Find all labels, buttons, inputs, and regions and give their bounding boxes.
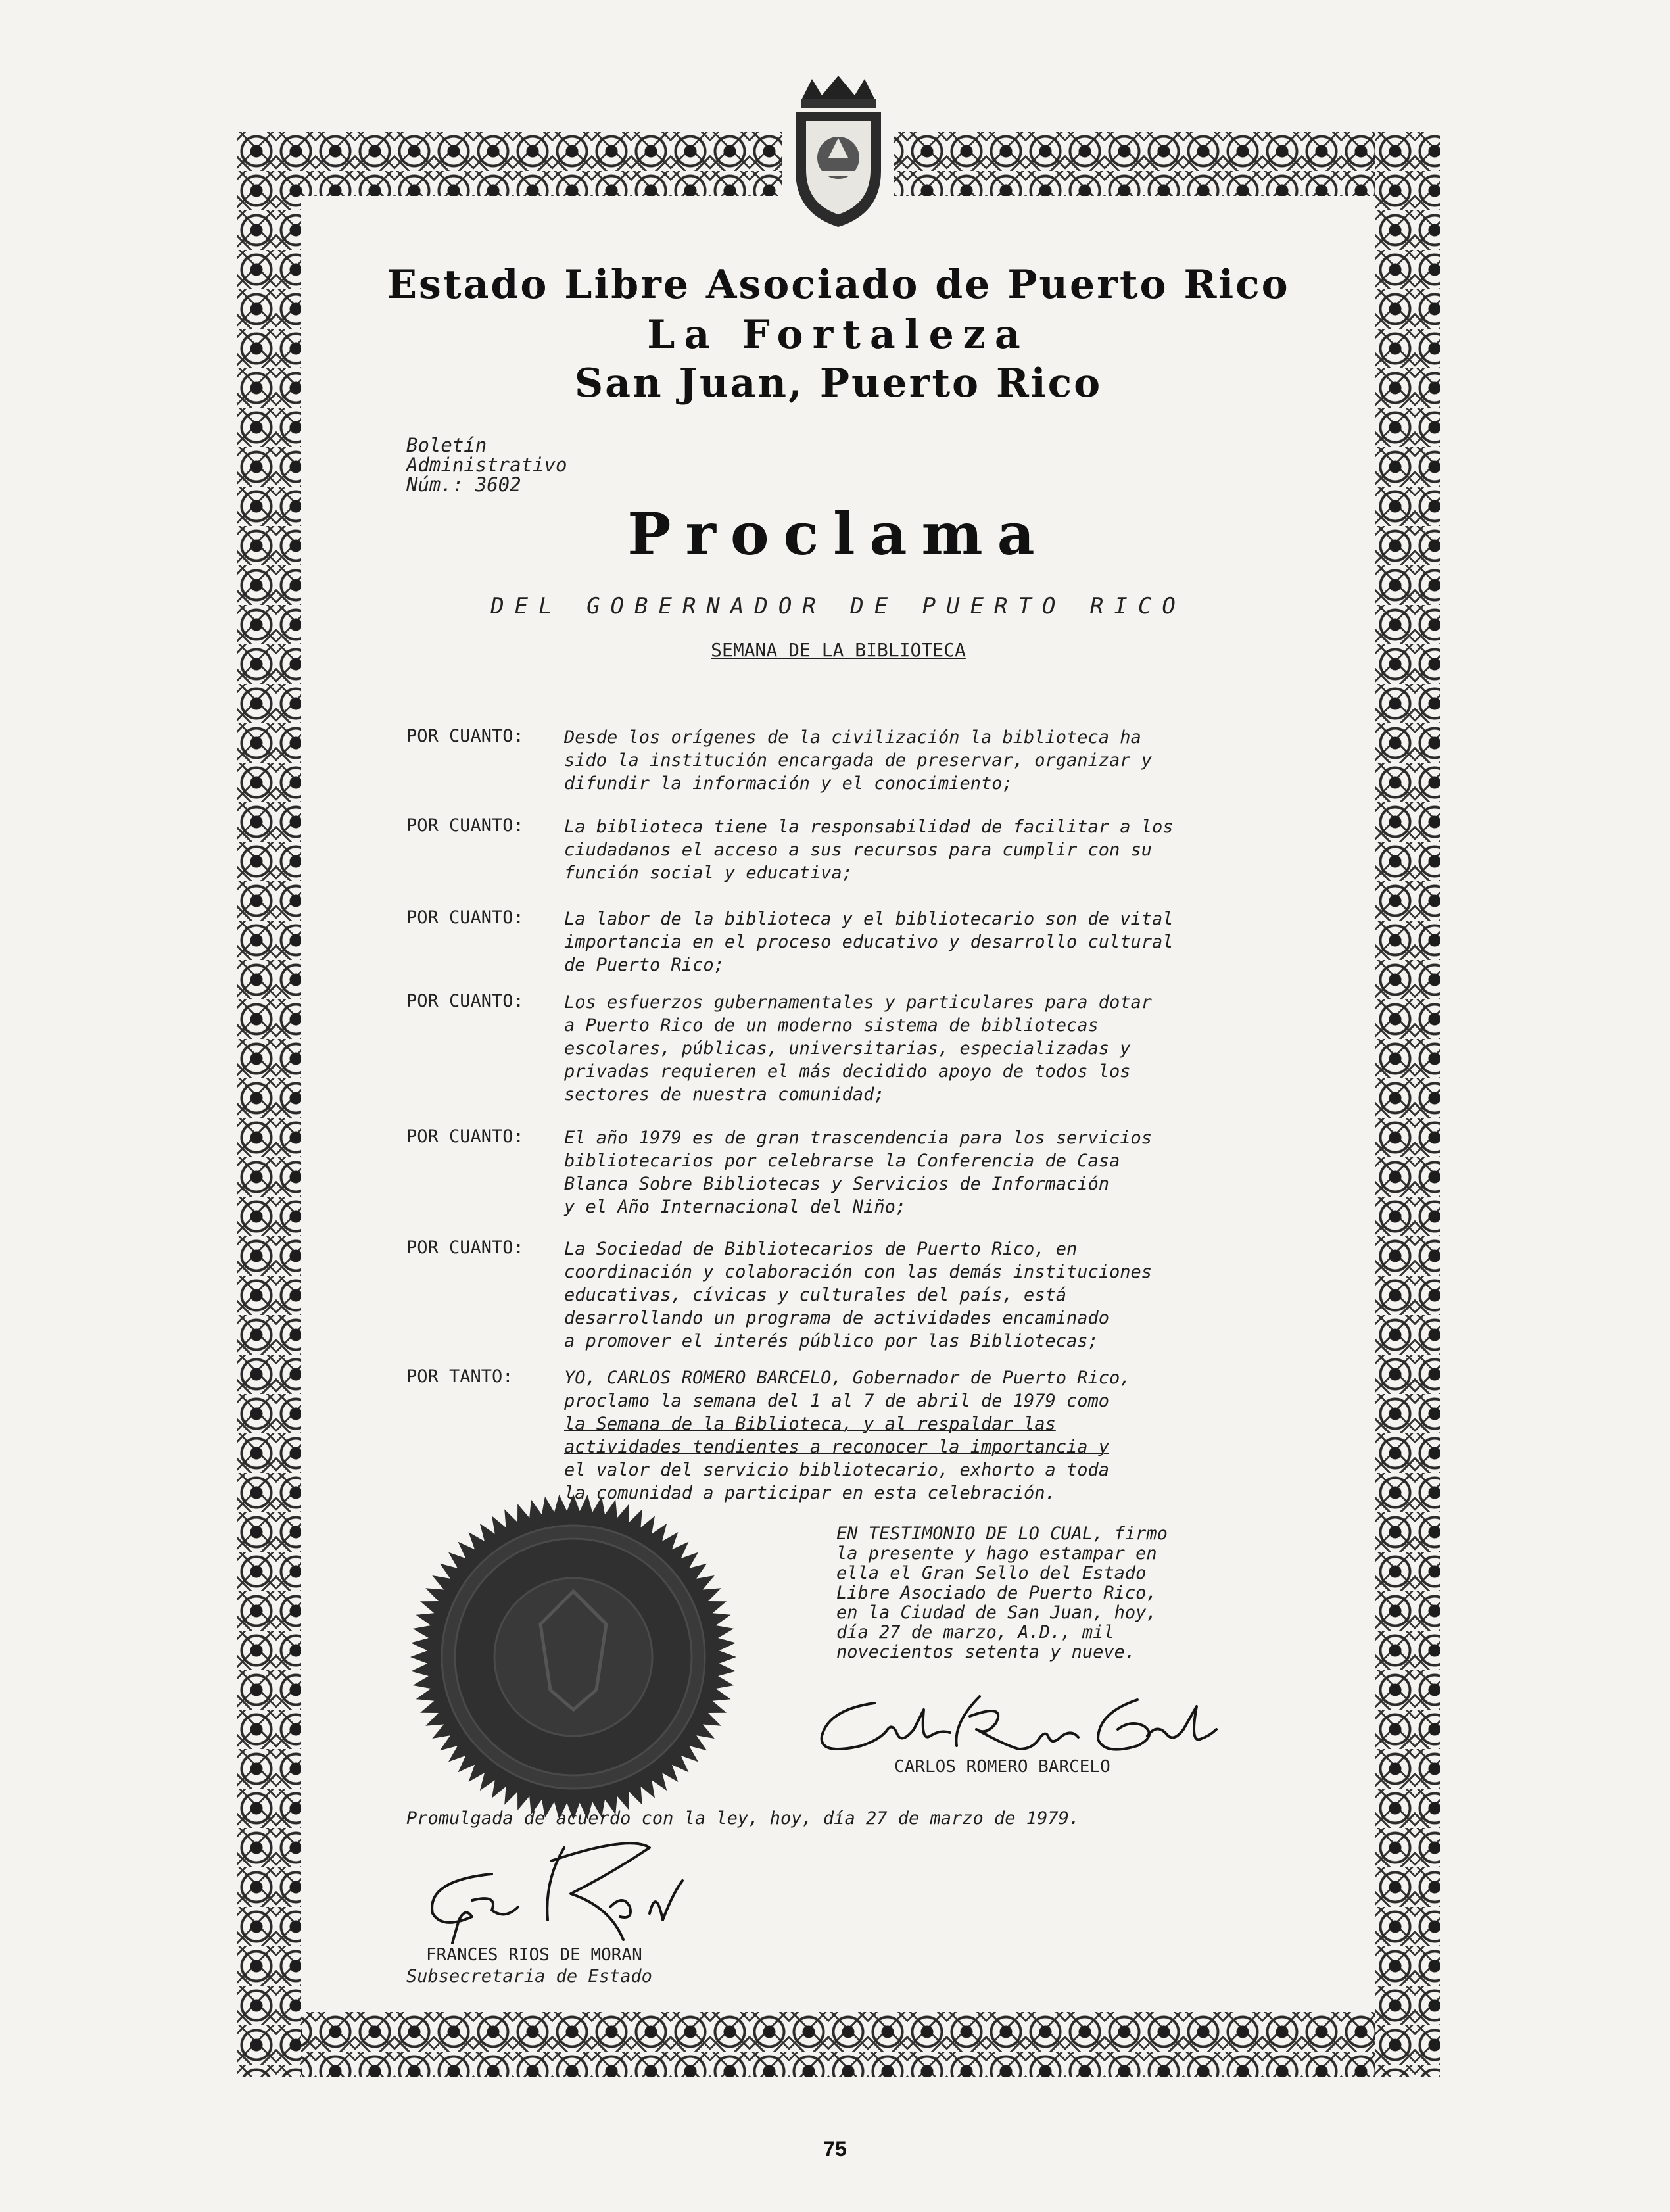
proclamation-title: Proclama [627, 500, 1049, 568]
clause-text [564, 815, 1314, 884]
clause-line: importancia en el proceso educativo y desarrollo cultural [564, 932, 1174, 952]
bulletin-line: Núm.: 3602 [406, 473, 521, 496]
governor-name: CARLOS ROMERO BARCELO [894, 1757, 1110, 1777]
clause-line: a promover el interés público por las Bibliotecas; [564, 1331, 1099, 1351]
governor-signature-icon [789, 1683, 1223, 1762]
promulgation-note: Promulgada de acuerdo con la ley, hoy, día 27 de marzo de 1979. [406, 1808, 1080, 1829]
great-seal-icon [409, 1493, 738, 1821]
bulletin-line: Boletín [406, 434, 487, 456]
clause-line: la Semana de la Biblioteca, y al respaldar las [564, 1414, 1056, 1434]
clause-line: privadas requieren el más decidido apoyo de todos los [564, 1061, 1131, 1082]
clause-line: sido la institución encargada de preservar, organizar y [564, 750, 1153, 771]
clause-label: POR CUANTO: [406, 815, 524, 836]
clause-label: POR TANTO: [406, 1366, 513, 1387]
clause-line: coordinación y colaboración con las demás instituciones [564, 1262, 1153, 1282]
clause-line: el valor del servicio bibliotecario, exhorto a toda [564, 1460, 1110, 1480]
clause-line: desarrollando un programa de actividades encaminado [564, 1308, 1110, 1328]
city-heading: San Juan, Puerto Rico [574, 360, 1103, 406]
clause-line: proclamo la semana del 1 al 7 de abril de 1979 como [564, 1391, 1110, 1411]
clause-line: La Sociedad de Bibliotecarios de Puerto Rico, en [564, 1239, 1078, 1259]
testimony-line: EN TESTIMONIO DE LO CUAL, firmo [836, 1524, 1168, 1544]
clause-line: ciudadanos el acceso a sus recursos para cumplir con su [564, 840, 1153, 860]
bulletin-line: Administrativo [406, 454, 567, 476]
clause-line: la comunidad a participar en esta celebración. [564, 1483, 1056, 1503]
clause-line: educativas, cívicas y culturales del país, está [564, 1285, 1067, 1305]
testimony-line: la presente y hago estampar en [836, 1543, 1157, 1564]
clause-line: El año 1979 es de gran trascendencia para los servicios [564, 1128, 1153, 1148]
coat-of-arms-icon [782, 72, 894, 230]
testimony-line: día 27 de marzo, A.D., mil [836, 1622, 1114, 1643]
secretary-signature-icon [413, 1821, 715, 1946]
ornamental-border-left [237, 132, 301, 2077]
clause-line: función social y educativa; [564, 863, 853, 883]
week-title-text: SEMANA DE LA BIBLIOTECA [711, 639, 966, 661]
ornamental-border-bottom [237, 2012, 1440, 2077]
clause-text [564, 991, 1314, 1106]
clause-text [564, 1126, 1314, 1218]
testimony-line: en la Ciudad de San Juan, hoy, [836, 1602, 1157, 1623]
clause-label: POR CUANTO: [406, 1238, 524, 1258]
governor-subtitle: DEL GOBERNADOR DE PUERTO RICO [490, 593, 1186, 619]
clause-line: escolares, públicas, universitarias, especializadas y [564, 1038, 1131, 1059]
clause-text [564, 726, 1314, 795]
bulletin-number [406, 435, 567, 494]
page-number: 75 [823, 2137, 847, 2161]
clause-label: POR CUANTO: [406, 991, 524, 1011]
clause-line: a Puerto Rico de un moderno sistema de bibliotecas [564, 1015, 1099, 1036]
clause-line: difundir la información y el conocimiento; [564, 773, 1013, 794]
clause-text [564, 1366, 1314, 1504]
clause-label: POR CUANTO: [406, 907, 524, 928]
secretary-name: FRANCES RIOS DE MORAN [426, 1945, 642, 1965]
clause-line: Blanca Sobre Bibliotecas y Servicios de Información [564, 1174, 1110, 1194]
clause-text [564, 907, 1314, 976]
clause-line: YO, CARLOS ROMERO BARCELO, Gobernador de Puerto Rico, [564, 1368, 1131, 1388]
testimony-line: novecientos setenta y nueve. [836, 1642, 1136, 1662]
week-title [301, 639, 1375, 661]
clause-text [564, 1238, 1314, 1353]
clause-label: POR CUANTO: [406, 726, 524, 746]
clause-line: Desde los orígenes de la civilización la biblioteca ha [564, 727, 1141, 748]
clause-line: de Puerto Rico; [564, 955, 725, 975]
clause-line: actividades tendientes a reconocer la importancia y [564, 1437, 1110, 1457]
clause-line: bibliotecarios por celebrarse la Conferencia de Casa [564, 1151, 1120, 1171]
clause-label: POR CUANTO: [406, 1126, 524, 1147]
secretary-title: Subsecretaria de Estado [406, 1966, 652, 1986]
clause-line: La labor de la biblioteca y el bibliotecario son de vital [564, 909, 1174, 929]
testimony-line: Libre Asociado de Puerto Rico, [836, 1583, 1157, 1603]
state-name-heading: Estado Libre Asociado de Puerto Rico [387, 262, 1290, 308]
testimony-line: ella el Gran Sello del Estado [836, 1563, 1147, 1583]
testimony-block [836, 1524, 1168, 1662]
clause-line: y el Año Internacional del Niño; [564, 1197, 907, 1217]
clause-line: La biblioteca tiene la responsabilidad de facilitar a los [564, 817, 1174, 837]
clause-line: sectores de nuestra comunidad; [564, 1084, 885, 1105]
clause-line: Los esfuerzos gubernamentales y particulares para dotar [564, 992, 1153, 1013]
ornamental-border-right [1375, 132, 1440, 2077]
fortaleza-heading: La Fortaleza [647, 312, 1030, 358]
